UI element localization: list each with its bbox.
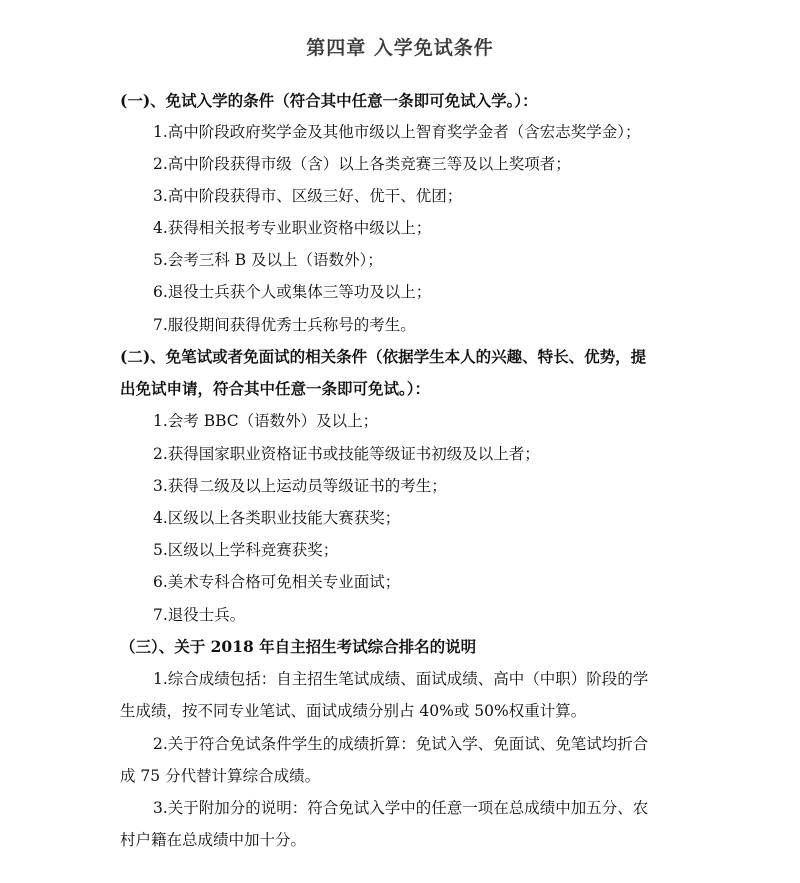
section-3-para-2-line-1: 2.关于符合免试条件学生的成绩折算：免试入学、免面试、免笔试均折合 [153, 735, 649, 753]
section-1-item-7: 7.服役期间获得优秀士兵称号的考生。 [153, 316, 416, 334]
section-3-para-2-line-2: 成 75 分代替计算综合成绩。 [120, 767, 321, 785]
section-3-para-1-line-2: 生成绩，按不同专业笔试、面试成绩分别占 40%或 50%权重计算。 [120, 702, 587, 720]
section-1-item-3: 3.高中阶段获得市、区级三好、优干、优团； [153, 187, 463, 205]
section-2-item-2: 2.获得国家职业资格证书或技能等级证书初级及以上者； [153, 445, 540, 463]
section-2-item-6: 6.美术专科合格可免相关专业面试； [153, 573, 401, 591]
section-2-item-5: 5.区级以上学科竞赛获奖； [153, 541, 339, 559]
section-2-heading-line-1: (二)、免笔试或者免面试的相关条件（依据学生本人的兴趣、特长、优势，提 [120, 347, 647, 366]
section-1-item-5: 5.会考三科 B 及以上（语数外）； [153, 251, 383, 269]
section-3-para-1-line-1: 1.综合成绩包括：自主招生笔试成绩、面试成绩、高中（中职）阶段的学 [153, 670, 649, 688]
section-2-item-4: 4.区级以上各类职业技能大赛获奖； [153, 509, 401, 527]
section-3-para-3-line-1: 3.关于附加分的说明：符合免试入学中的任意一项在总成绩中加五分、农 [153, 799, 649, 817]
section-1-item-6: 6.退役士兵获个人或集体三等功及以上； [153, 283, 432, 301]
section-1-item-4: 4.获得相关报考专业职业资格中级以上； [153, 219, 432, 237]
chapter-title: 第四章 入学免试条件 [306, 37, 494, 59]
section-2-heading-line-2: 出免试申请，符合其中任意一条即可免试。）： [120, 379, 431, 398]
section-2-item-7: 7.退役士兵。 [153, 606, 246, 624]
section-3-para-3-line-2: 村户籍在总成绩中加十分。 [120, 831, 307, 849]
section-2-item-3: 3.获得二级及以上运动员等级证书的考生； [153, 477, 447, 495]
section-1-item-2: 2.高中阶段获得市级（含）以上各类竞赛三等及以上奖项者； [153, 155, 571, 173]
section-3-heading: （三）、关于 2018 年自主招生考试综合排名的说明 [120, 637, 477, 656]
section-1-item-1: 1.高中阶段政府奖学金及其他市级以上智育奖学金者（含宏志奖学金）； [153, 123, 641, 141]
section-1-heading: (一)、免试入学的条件（符合其中任意一条即可免试入学。）： [120, 91, 538, 110]
section-2-item-1: 1.会考 BBC（语数外）及以上； [153, 412, 379, 430]
